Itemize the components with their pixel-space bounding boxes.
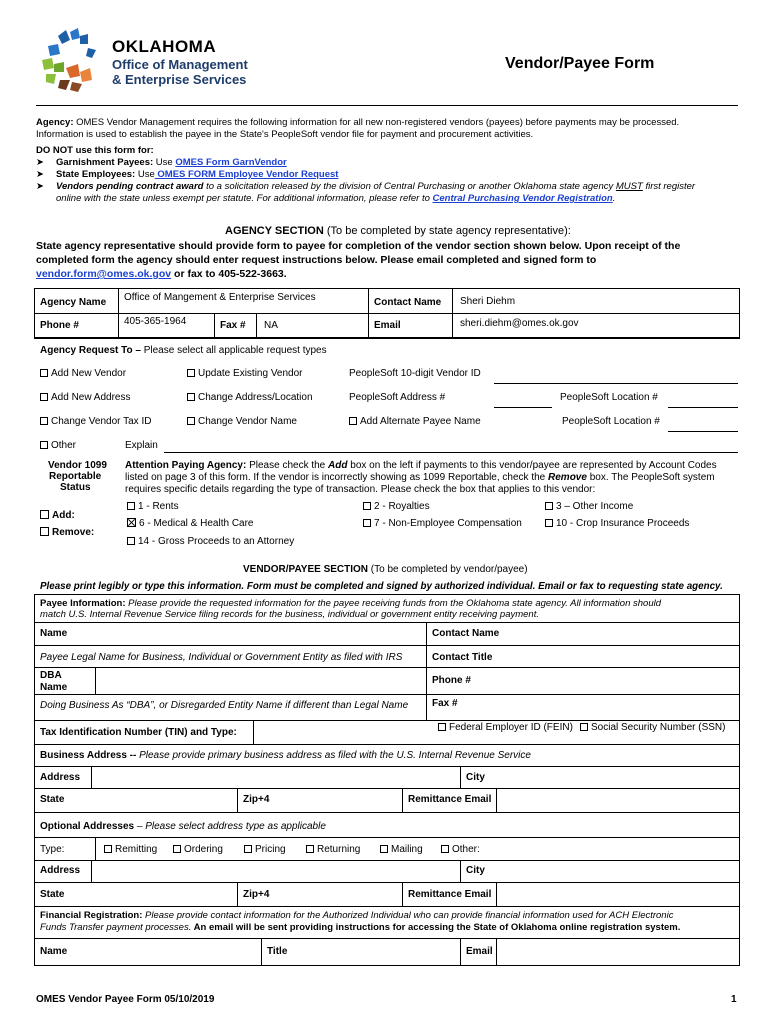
attn-2b: box. The PeopleSoft system (586, 472, 715, 483)
garnvendor-link[interactable]: OMES Form GarnVendor (175, 157, 287, 168)
agency-name-value[interactable]: Office of Mangement & Enterprise Services (124, 292, 316, 303)
ssn-label: Social Security Number (SSN) (591, 722, 726, 733)
remit-email2-label: Remittance Email (408, 889, 492, 900)
r6-label: 6 - Medical & Health Care (139, 518, 254, 529)
explain-label: Explain (125, 440, 158, 451)
type-ordering[interactable] (173, 844, 223, 856)
logo-mark-icon (36, 28, 108, 94)
col-divider (496, 788, 497, 812)
employee-label: State Employees: (56, 169, 136, 180)
city-label: City (466, 772, 485, 783)
dba-label-1: DBA (40, 670, 62, 681)
type-mailing-label: Mailing (391, 844, 423, 855)
zip-label: Zip+4 (243, 794, 270, 805)
fax-value[interactable]: NA (264, 320, 278, 331)
opt-change-address-label: Change Address/Location (198, 392, 313, 403)
phone-label-v: Phone # (432, 675, 471, 686)
intro-employee-line (36, 169, 338, 181)
v1099-line1: Vendor 1099 (48, 460, 107, 471)
col-divider (95, 837, 96, 860)
logo-org-line2: Office of Management (112, 57, 248, 72)
row-divider (34, 906, 740, 907)
fin-email-label: Email (466, 946, 493, 957)
attn-1b: box on the left if payments to this vendor/payee are represented by Account Codes (347, 460, 717, 471)
central-purchasing-link[interactable]: Central Purchasing Vendor Registration (432, 193, 613, 204)
col-divider (402, 788, 403, 812)
payee-info-text1: Please provide the requested information for the payee receiving funds from the Oklahoma state agency. All information should (125, 598, 661, 609)
row-divider (34, 812, 740, 813)
agency-table-bottom (34, 338, 740, 339)
r14-label: 14 - Gross Proceeds to an Attorney (138, 536, 295, 547)
opt-update-vendor-label: Update Existing Vendor (198, 368, 303, 379)
agency-section-title (225, 225, 571, 237)
intro-pending-line1 (36, 181, 695, 193)
agency-instr-2: completed form the agency should enter request instructions below. Please email completed and signed form to (36, 254, 597, 266)
payee-info-line2: match U.S. Internal Revenue Service filing records for the business, individual or government entity receiving payment. (40, 609, 539, 620)
pending-label: Vendors pending contract award (56, 181, 204, 192)
checkbox-icon[interactable] (40, 510, 49, 519)
agency-section-note: (To be completed by state agency representative): (323, 225, 571, 237)
checkbox-icon[interactable] (187, 369, 195, 377)
fax-label: Fax # (220, 320, 246, 331)
opt-addr-note: – Please select address type as applicable (134, 821, 326, 832)
intro-agency-line2: Information is used to establish the payee in the State's PeopleSoft vendor file for payment and procurement activities. (36, 129, 534, 140)
checkbox-icon[interactable] (127, 502, 135, 510)
checkbox-icon[interactable] (40, 369, 48, 377)
arrow-bullet-icon: ➤ (36, 181, 44, 192)
type-remitting[interactable] (104, 844, 157, 856)
fin-text2b: An email will be sent providing instructions for accessing the State of Oklahoma online registration system. (191, 922, 681, 933)
ssn-option[interactable] (580, 722, 725, 734)
row-divider (34, 788, 740, 789)
opt-add-address[interactable] (40, 392, 131, 404)
r1-label: 1 - Rents (138, 501, 179, 512)
agency-row-divider (34, 313, 740, 314)
type-remitting-label: Remitting (115, 844, 158, 855)
agency-instr-3 (36, 268, 287, 280)
intro-garnishment-line (36, 157, 287, 169)
row-divider (34, 860, 740, 861)
email-label: Email (374, 320, 401, 331)
biz-addr-note: Please provide primary business address as filed with the U.S. Internal Revenue Service (136, 750, 531, 761)
r3-label: 3 – Other Income (556, 501, 634, 512)
vendor-section-note: (To be completed by vendor/payee) (368, 564, 528, 575)
fein-option[interactable] (438, 722, 573, 734)
intro-agency-text1: OMES Vendor Management requires the following information for all new non-registered vendors (payees) before payments may be processed. (73, 117, 680, 128)
fax-label-v: Fax # (432, 698, 458, 709)
state2-label: State (40, 889, 65, 900)
opt-add-vendor[interactable] (40, 368, 126, 380)
r6-medical[interactable] (127, 518, 254, 530)
contact-title-label: Contact Title (432, 652, 493, 663)
checkbox-icon[interactable] (40, 527, 49, 536)
address-label: Address (40, 772, 81, 783)
ps-address-label: PeopleSoft Address # (349, 392, 446, 403)
checkbox-icon[interactable] (104, 845, 112, 853)
garnishment-label: Garnishment Payees: (56, 157, 154, 168)
v1099-line3: Status (60, 482, 91, 493)
employee-use: Use (135, 169, 155, 180)
vendor-section-label: VENDOR/PAYEE SECTION (243, 564, 369, 575)
explain-field[interactable] (164, 452, 738, 453)
payee-info-label: Payee Information: (40, 598, 126, 609)
checked-checkbox-icon[interactable] (127, 518, 136, 527)
add-1099[interactable] (40, 510, 75, 522)
agency-section-label: AGENCY SECTION (225, 225, 324, 237)
attn-line2 (125, 472, 715, 484)
opt-change-name-label: Change Vendor Name (198, 416, 297, 427)
r7-nonemployee[interactable] (363, 518, 522, 530)
row-divider (34, 667, 740, 668)
opt-change-address[interactable] (187, 392, 313, 404)
r3-other-income[interactable] (545, 501, 633, 513)
opt-alt-payee-label: Add Alternate Payee Name (360, 416, 481, 427)
intro-agency-label: Agency: (36, 117, 74, 128)
fein-label: Federal Employer ID (FEIN) (449, 722, 573, 733)
agency-instr-1: State agency representative should provide form to payee for completion of the vendor section shown below. Upon receipt of the (36, 240, 681, 252)
remove-1099[interactable] (40, 527, 94, 539)
col-divider (460, 938, 461, 966)
r14-attorney[interactable] (127, 536, 294, 548)
ps-vendor-id-label: PeopleSoft 10-digit Vendor ID (349, 368, 481, 379)
dba-note: Doing Business As “DBA”, or Disregarded Entity Name if different than Legal Name (40, 700, 409, 711)
form-title: Vendor/Payee Form (505, 55, 655, 72)
checkbox-icon[interactable] (380, 845, 388, 853)
fin-line1 (40, 910, 673, 922)
col-divider (253, 720, 254, 744)
attn-1a: Please check the (246, 460, 329, 471)
checkbox-icon[interactable] (545, 502, 553, 510)
agency-request-note: Please select all applicable request types (140, 345, 327, 356)
zip2-label: Zip+4 (243, 889, 270, 900)
fin-text2a: Funds Transfer payment processes. (40, 922, 192, 933)
row-divider (34, 622, 740, 623)
employee-vendor-request-link[interactable]: OMES FORM Employee Vendor Request (154, 169, 339, 180)
vendor-form-email-link[interactable]: vendor.form@omes.ok.gov (36, 268, 172, 280)
dba-label-2: Name (40, 682, 68, 693)
footer-form-id: OMES Vendor Payee Form 05/10/2019 (36, 994, 215, 1005)
checkbox-icon[interactable] (349, 417, 357, 425)
name-label: Name (40, 628, 68, 639)
checkbox-icon[interactable] (244, 845, 252, 853)
contact-name-value[interactable]: Sheri Diehm (460, 296, 516, 307)
opt-add-address-label: Add New Address (51, 392, 131, 403)
agency-fax-text: or fax to 405-522-3663. (171, 268, 287, 280)
row-divider (34, 694, 740, 695)
type-mailing[interactable] (380, 844, 423, 856)
opt-add-vendor-label: Add New Vendor (51, 368, 127, 379)
col-divider (452, 288, 453, 338)
r2-royalties[interactable] (363, 501, 430, 513)
address2-label: Address (40, 865, 81, 876)
email-value[interactable]: sheri.diehm@omes.ok.gov (460, 318, 579, 329)
col-divider (496, 938, 497, 966)
pending-text1b: first register (642, 181, 696, 192)
contact-name-label-v: Contact Name (432, 628, 500, 639)
legal-name-note: Payee Legal Name for Business, Individual or Government Entity as filed with IRS (40, 652, 403, 663)
fin-title-label: Title (267, 946, 288, 957)
pending-text1: to a solicitation released by the division of Central Purchasing or another Oklahoma state agency (203, 181, 616, 192)
col-divider (402, 882, 403, 906)
opt-change-tax[interactable] (40, 416, 151, 428)
type-returning-label: Returning (317, 844, 361, 855)
col-divider (118, 288, 119, 338)
type-pricing-label: Pricing (255, 844, 286, 855)
pending-end: . (612, 193, 616, 204)
col-divider (237, 788, 238, 812)
row-divider (34, 766, 740, 767)
ps-address-field[interactable] (494, 407, 552, 408)
checkbox-icon[interactable] (40, 441, 48, 449)
ps-location-field-1[interactable] (668, 407, 738, 408)
biz-addr-label: Business Address -- (40, 750, 137, 761)
attn-remove: Remove (548, 472, 587, 483)
col-divider (256, 313, 257, 338)
row-divider (34, 938, 740, 939)
add-1099-label: Add: (52, 510, 75, 521)
col-divider (237, 882, 238, 906)
fin-line2 (40, 922, 680, 934)
checkbox-icon[interactable] (441, 845, 449, 853)
opt-other[interactable] (40, 440, 76, 452)
intro-agency-line1 (36, 117, 679, 129)
checkbox-icon[interactable] (173, 845, 181, 853)
type-other-label: Other: (452, 844, 480, 855)
r1-rents[interactable] (127, 501, 179, 513)
agency-request-line (40, 345, 327, 357)
logo-org-line1: OKLAHOMA (112, 37, 217, 56)
type-pricing[interactable] (244, 844, 286, 856)
r10-label: 10 - Crop Insurance Proceeds (556, 518, 690, 529)
ps-location-label-1: PeopleSoft Location # (560, 392, 658, 403)
pending-must: MUST (615, 181, 643, 192)
contact-name-label: Contact Name (374, 297, 442, 308)
pending-text2: online with the state unless exempt per statute. For additional information, please refer to (56, 193, 433, 204)
ps-location-label-2: PeopleSoft Location # (562, 416, 660, 427)
remit-email-label: Remittance Email (408, 794, 492, 805)
checkbox-icon[interactable] (306, 845, 314, 853)
row-divider (34, 720, 740, 721)
checkbox-icon[interactable] (363, 519, 371, 527)
header-divider (36, 105, 738, 106)
row-divider (34, 744, 740, 745)
attn-label: Attention Paying Agency: (125, 460, 247, 471)
fin-text1: Please provide contact information for the Authorized Individual who can provide financial information used for ACH Electronic (142, 910, 674, 921)
vendor-section-title (243, 564, 528, 576)
attn-line3: requires specific details regarding the type of transaction. Please check the box that applies to this vendor: (125, 484, 596, 495)
opt-update-vendor[interactable] (187, 368, 303, 380)
r7-label: 7 - Non-Employee Compensation (374, 518, 522, 529)
fin-label: Financial Registration: (40, 910, 143, 921)
row-divider (34, 645, 740, 646)
col-divider (91, 766, 92, 788)
opt-alt-payee[interactable] (349, 416, 481, 428)
intro-pending-line2 (56, 193, 615, 205)
attn-add: Add (328, 460, 348, 471)
city2-label: City (466, 865, 485, 876)
opt-change-tax-label: Change Vendor Tax ID (51, 416, 152, 427)
footer-page-number: 1 (731, 994, 737, 1005)
garnishment-use: Use (153, 157, 176, 168)
checkbox-icon[interactable] (40, 393, 48, 401)
r2-label: 2 - Royalties (374, 501, 430, 512)
col-divider (460, 860, 461, 882)
opt-addr-label: Optional Addresses (40, 821, 135, 832)
phone-label: Phone # (40, 320, 79, 331)
col-divider (496, 882, 497, 906)
opt-other-label: Other (51, 440, 77, 451)
checkbox-icon[interactable] (580, 723, 588, 731)
type-other[interactable] (441, 844, 480, 856)
intro-do-not-use: DO NOT use this form for: (36, 145, 154, 156)
remove-1099-label: Remove: (52, 527, 95, 538)
logo-org-line3: & Enterprise Services (112, 72, 247, 87)
v1099-line2: Reportable (49, 471, 102, 482)
col-divider (368, 288, 369, 338)
arrow-bullet-icon: ➤ (36, 169, 44, 180)
opt-change-name[interactable] (187, 416, 297, 428)
col-divider (261, 938, 262, 966)
type-label: Type: (40, 844, 65, 855)
row-divider (34, 882, 740, 883)
arrow-bullet-icon: ➤ (36, 157, 44, 168)
tin-label: Tax Identification Number (TIN) and Type: (40, 727, 237, 738)
col-divider (95, 667, 96, 694)
col-divider (214, 313, 215, 338)
agency-request-label: Agency Request To – (40, 345, 141, 356)
col-divider (460, 766, 461, 788)
checkbox-icon[interactable] (40, 417, 48, 425)
agency-name-label: Agency Name (40, 297, 107, 308)
ps-vendor-id-field[interactable] (494, 383, 738, 384)
checkbox-icon[interactable] (127, 537, 135, 545)
phone-value[interactable]: 405-365-1964 (124, 316, 187, 327)
col-divider (426, 622, 427, 720)
type-ordering-label: Ordering (184, 844, 223, 855)
col-divider (91, 860, 92, 882)
opt-addr-line (40, 821, 326, 833)
checkbox-icon[interactable] (438, 723, 446, 731)
row-divider (34, 837, 740, 838)
checkbox-icon[interactable] (187, 417, 195, 425)
checkbox-icon[interactable] (545, 519, 553, 527)
omes-logo (36, 28, 266, 94)
vendor-print-note: Please print legibly or type this information. Form must be completed and signed by authorized individual. Email or fax to requesting state agency. (40, 581, 723, 592)
biz-addr-line (40, 750, 531, 762)
type-returning[interactable] (306, 844, 360, 856)
r10-crop[interactable] (545, 518, 689, 530)
attn-2a: listed on page 3 of this form. If the vendor is incorrectly showing as 1099 Reportable, check the (125, 472, 549, 483)
attn-line1 (125, 460, 717, 472)
checkbox-icon[interactable] (187, 393, 195, 401)
fin-name-label: Name (40, 946, 68, 957)
ps-location-field-2[interactable] (668, 431, 738, 432)
checkbox-icon[interactable] (363, 502, 371, 510)
state-label: State (40, 794, 65, 805)
